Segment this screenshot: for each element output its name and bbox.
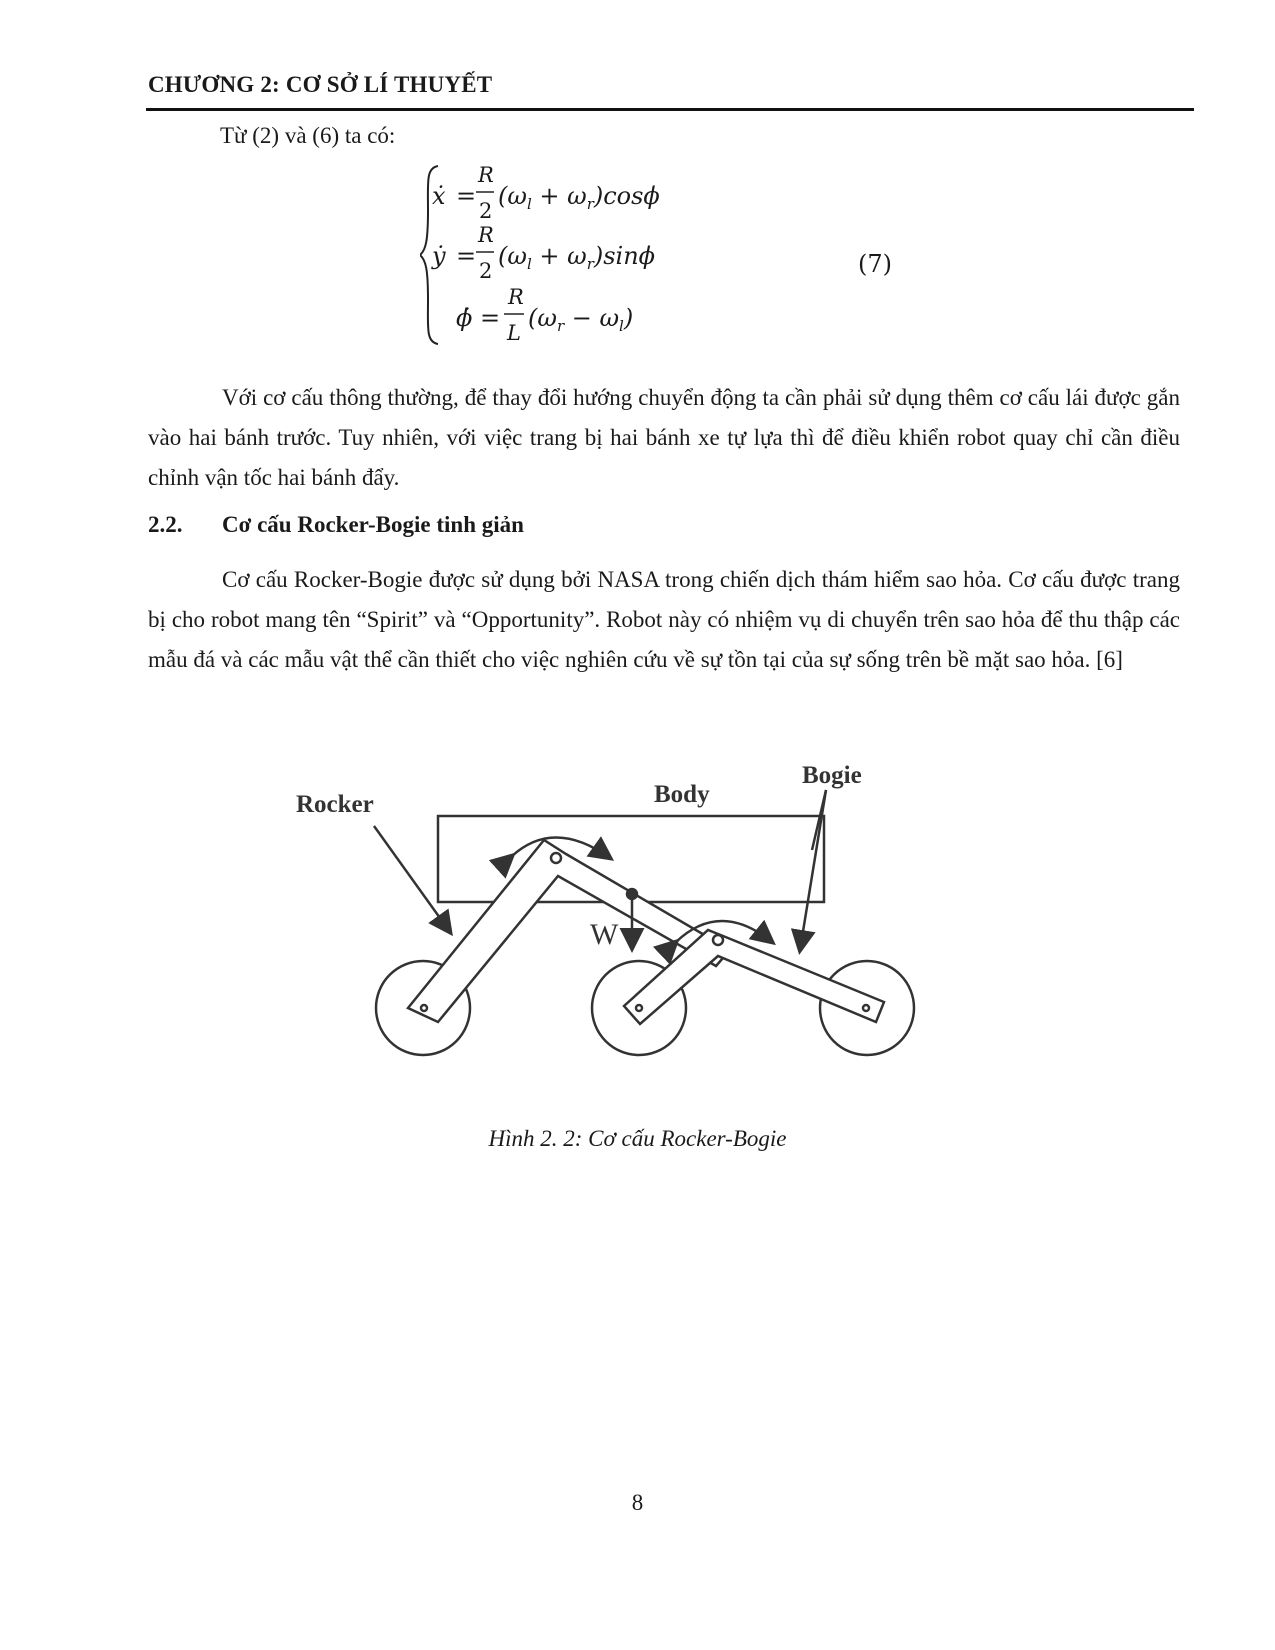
svg-text:=: = bbox=[456, 182, 477, 210]
eq2-den: 2 bbox=[479, 259, 493, 283]
bogie-pivot bbox=[713, 935, 723, 945]
svg-text:(ωl + ωr)sinϕ: $(\omega_l + \omega_r)\sin\phi$ bbox=[498, 242, 656, 273]
eq1-num: R bbox=[478, 163, 494, 187]
label-body: Body bbox=[654, 781, 710, 808]
bogie-pointer-1 bbox=[800, 790, 826, 950]
equation-number: (7) bbox=[858, 250, 892, 278]
label-bogie: Bogie bbox=[802, 761, 862, 789]
eq2-lhs: ẏ bbox=[432, 242, 446, 270]
paragraph-rocker-bogie: Cơ cấu Rocker-Bogie được sử dụng bởi NASA trong chiến dịch thám hiểm sao hỏa. Cơ cấu được trang bị cho robot mang tên “Spirit” và “Opportunity”. Robot này có nhiệm vụ di chuyển trên sao hỏa để thu thập các mẫu đá và các mẫu vật thể cần thiết cho việc nghiên cứu về sự tồn tại của sự sống trên bề mặt sao hỏa. [6] bbox=[148, 567, 1180, 672]
eq3-num: R bbox=[508, 285, 524, 309]
section-heading bbox=[148, 512, 524, 538]
eq1-den: 2 bbox=[479, 199, 493, 223]
figure-caption: Hình 2. 2: Cơ cấu Rocker-Bogie bbox=[488, 1126, 787, 1151]
eq3-lhs: ϕ̇ bbox=[456, 304, 473, 332]
eq3-den: L bbox=[507, 321, 521, 345]
section-title: Cơ cấu Rocker-Bogie tinh giản bbox=[222, 512, 524, 537]
chapter-header: CHƯƠNG 2: CƠ SỞ LÍ THUYẾT bbox=[148, 72, 493, 97]
intro-text: Từ (2) và (6) ta có: bbox=[220, 123, 396, 148]
weight-point bbox=[627, 889, 637, 899]
svg-text:=: = bbox=[480, 304, 501, 332]
page-number: 8 bbox=[631, 1490, 644, 1515]
eq1-lhs: ẋ bbox=[432, 182, 446, 210]
rocker-pivot bbox=[551, 853, 561, 863]
svg-text:(ωr − ωl): $(\omega_r - \omega_l)$ bbox=[528, 304, 634, 335]
label-weight: W bbox=[590, 918, 619, 951]
svg-text:=: = bbox=[456, 242, 477, 270]
label-rocker: Rocker bbox=[296, 791, 374, 818]
equation-system bbox=[420, 160, 700, 350]
header-divider bbox=[146, 108, 1194, 111]
svg-text:(ωl + ωr)cosϕ: $(\omega_l + \omega_r)\cos\phi$ bbox=[498, 182, 660, 213]
eq2-num: R bbox=[478, 223, 494, 247]
paragraph-steering: Với cơ cấu thông thường, để thay đổi hướng chuyển động ta cần phải sử dụng thêm cơ cấu lái được gắn vào hai bánh trước. Tuy nhiên, với việc trang bị hai bánh xe tự lựa thì để điều khiển robot quay chỉ cần điều chỉnh vận tốc hai bánh đẩy. bbox=[148, 385, 1180, 490]
rocker-bogie-diagram bbox=[290, 760, 950, 1100]
section-number: 2.2. bbox=[148, 512, 183, 537]
